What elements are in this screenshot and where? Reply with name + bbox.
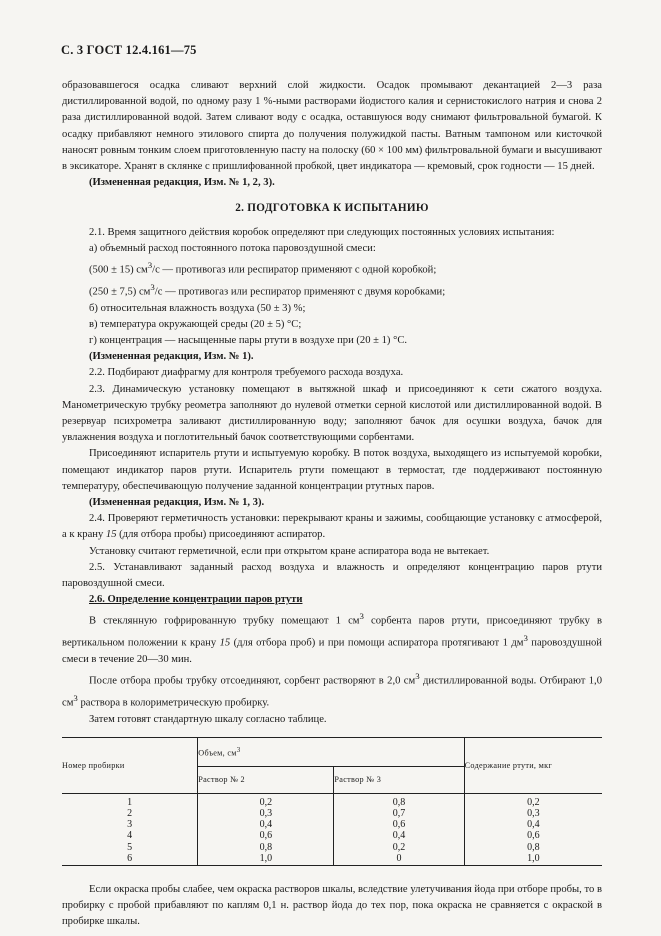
clause-text: 2.4. Проверяют герметичность установки: перекрывают краны и зажимы, сообщающие установку с атмосферой, а к крану: [62, 513, 602, 541]
clause-text: раствора в колориметрическую пробирку.: [77, 697, 270, 709]
table-row: [62, 793, 602, 808]
header-volume-text: Объем, см: [198, 748, 237, 758]
condition-b: б) относительная влажность воздуха (50 ± 3) %;: [89, 302, 306, 314]
header-solution-2: Раствор № 2: [198, 766, 334, 793]
clause-2-5: 2.5. Устанавливают заданный расход воздуха и влажность и определяют концентрацию паров ртути паровоздушной смеси.: [62, 561, 602, 589]
clause-2-6-title: 2.6. Определение концентрации паров ртути: [89, 594, 303, 606]
cell-mercury-content: 0,8: [527, 841, 540, 853]
superscript: 3: [150, 281, 155, 292]
scale-paragraph: Затем готовят стандартную шкалу согласно таблице.: [89, 713, 327, 725]
table-row: [62, 819, 602, 830]
table-row: [62, 830, 602, 841]
clause-text: сорбента паров ртути, присоединяют трубку в вертикальном положении к крану: [62, 615, 603, 649]
cell-solution-3: 0,8: [334, 793, 464, 808]
clause-text: (для отбора проб) и при помощи аспиратора протягивают 1 дм: [230, 637, 524, 649]
cell-solution-2: 0,3: [198, 808, 334, 819]
cell-solution-2: 0,6: [198, 830, 334, 841]
clause-text: После отбора пробы трубку отсоединяют, сорбент растворяют в 2,0 см: [89, 675, 416, 687]
header-mercury-content: Содержание ртути, мкг: [464, 737, 602, 793]
clause-2-1: 2.1. Время защитного действия коробок определяют при следующих постоянных условиях испытания:: [89, 226, 555, 238]
flow-rate-text: /с — противогаз или респиратор применяют с одной коробкой;: [152, 264, 437, 276]
revision-note: (Измененная редакция, Изм. № 1, 2, 3).: [89, 177, 275, 189]
table-row: [62, 842, 602, 853]
flow-rate-text: (500 ± 15) см: [89, 264, 148, 276]
superscript: 3: [415, 671, 420, 682]
clause-2-6: [62, 608, 602, 668]
header-tube-number: Номер пробирки: [62, 737, 198, 793]
cell-tube-number: 5: [62, 842, 198, 853]
cell-solution-2: 0,2: [198, 793, 334, 808]
flow-rate-text: /с — противогаз или респиратор применяют с двумя коробками;: [154, 286, 446, 298]
cell-solution-2: 1,0: [198, 853, 334, 866]
superscript: 3: [73, 692, 78, 703]
revision-note: (Измененная редакция, Изм. № 1, 3).: [89, 496, 265, 508]
closing-paragraph: Если окраска пробы слабее, чем окраска растворов шкалы, вследствие улетучивания йода при отборе пробы, то в пробирку с пробой прибавляют по каплям 0,1 н. раствор йода до тех пор, пока окраска не сравняется с окраской в пробирке шкалы.: [62, 883, 602, 928]
valve-number: 15: [105, 529, 117, 541]
clause-text: (для отбора пробы) присоединяют аспиратор.: [116, 529, 326, 541]
cell-solution-3: 0,2: [334, 842, 464, 853]
cell-solution-3: 0,6: [334, 819, 464, 830]
revision-note: (Измененная редакция, Изм. № 1).: [89, 351, 254, 363]
hermetic-paragraph: Установку считают герметичной, если при открытом кране аспиратора вода не вытекает.: [89, 545, 490, 557]
standard-scale-table: [62, 737, 602, 866]
cell-tube-number: 3: [62, 819, 198, 830]
cell-solution-2: 0,4: [198, 819, 334, 830]
superscript: 3: [147, 260, 153, 271]
clause-2-4: [62, 511, 602, 543]
after-sampling-paragraph: [62, 668, 602, 711]
cell-solution-3: 0: [334, 853, 464, 866]
superscript: 3: [236, 746, 241, 754]
cell-mercury-content: 0,4: [527, 819, 540, 831]
cell-tube-number: 4: [62, 830, 198, 841]
cell-solution-3: 0,7: [334, 808, 464, 819]
clause-2-2: 2.2. Подбирают диафрагму для контроля требуемого расхода воздуха.: [89, 367, 404, 379]
superscript: 3: [523, 633, 528, 644]
cell-tube-number: 6: [62, 853, 198, 866]
table-row: [62, 853, 602, 866]
document-body: [62, 78, 602, 931]
clause-text: паровоздушной смеси в течение 20—30 мин.: [62, 637, 602, 665]
intro-paragraph: образовавшегося осадка сливают верхний слой жидкости. Осадок промывают декантацией 2—3 раза дистиллированной водой, по одному разу 1 %-ными растворами йодистого калия и сернистокислого натрия и снова 2 раза дистиллированной водой. Затем сливают воду с осадка, оставшуюся воду снимают фильтровальной бумагой. К осадку прибавляют немного этилового спирта до получения полужидкой пасты. Ватным тампоном или кисточкой наносят ровным тонким слоем приготовленную пасту на полоску (60 × 100 мм) фильтровальной бумаги и высушивают в эксикаторе. Хранят в склянке с пришлифованной пробкой, цвет индикатора — кремовый, срок годности — 15 дней.: [62, 80, 602, 173]
header-solution-3: Раствор № 3: [334, 766, 464, 793]
condition-v: в) температура окружающей среды (20 ± 5) °С;: [89, 318, 302, 330]
flow-rate-two-boxes: [62, 279, 602, 301]
cell-mercury-content: 0,3: [527, 807, 540, 819]
connect-paragraph: Присоединяют испаритель ртути и испытуемую коробку. В поток воздуха, выходящего из испытуемой коробки, помещают индикатор паров ртути. Испаритель ртути помещают в термостат, где поддерживают постоянную температуру, обеспечивающую получение заданной концентрации ртутных паров.: [62, 448, 602, 492]
flow-rate-text: (250 ± 7,5) см: [89, 286, 151, 298]
cell-tube-number: 2: [62, 808, 198, 819]
cell-tube-number: 1: [62, 793, 198, 808]
clause-2-3: 2.3. Динамическую установку помещают в вытяжной шкаф и присоединяют к сети сжатого воздуха. Манометрическую трубку реометра заполняют до нулевой отметки серной кислотой или дистиллированной водой. В резервуар психрометра заливают дистиллированную воду; заполняют бачок для осушки воздуха, бачок для увлажнения воздуха и поглотительный бачок соответствующими сорбентами.: [62, 383, 602, 444]
superscript: 3: [359, 611, 364, 622]
table-row: [62, 808, 602, 819]
flow-rate-one-box: [62, 257, 602, 279]
condition-a: а) объемный расход постоянного потока паровоздушной смеси:: [89, 242, 376, 254]
table-body: [62, 793, 602, 865]
condition-g: г) концентрация — насыщенные пары ртути в воздухе при (20 ± 1) °С.: [89, 334, 408, 346]
clause-text: дистиллированной воды. Отбирают 1,0 см: [62, 675, 603, 709]
cell-solution-2: 0,8: [198, 842, 334, 853]
cell-mercury-content: 1,0: [464, 853, 602, 866]
section-title: 2. ПОДГОТОВКА К ИСПЫТАНИЮ: [235, 202, 429, 215]
cell-solution-3: 0,4: [334, 830, 464, 841]
clause-text: В стеклянную гофрированную трубку помещают 1 см: [89, 615, 360, 627]
header-volume: [198, 737, 464, 766]
cell-mercury-content: 0,6: [527, 830, 540, 842]
valve-number: 15: [219, 637, 231, 649]
cell-mercury-content: 0,2: [527, 796, 540, 808]
page-header: С. 3 ГОСТ 12.4.161—75: [61, 43, 197, 57]
